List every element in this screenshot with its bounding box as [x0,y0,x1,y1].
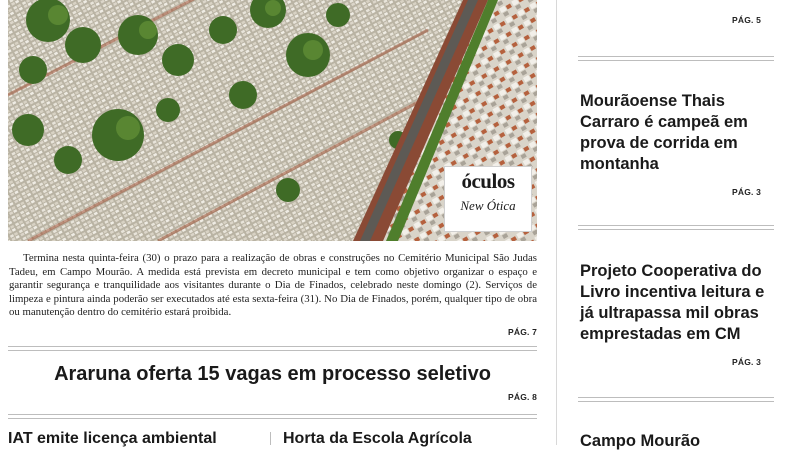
optica-advertisement[interactable] [444,166,532,232]
bottom-story-headline[interactable]: Horta da Escola Agrícola [283,430,472,447]
sidebar-headline-cooperativa[interactable]: Projeto Cooperativa do Livro incentiva leitura e já ultrapassa mil obras emprestadas em CM [580,262,765,343]
sidebar-divider [578,225,774,230]
main-story-page-ref: PÁG. 7 [508,327,538,337]
sidebar-page-ref: PÁG. 3 [732,357,762,367]
main-story-caption [9,252,537,320]
sidebar-divider [578,397,774,402]
sidebar-divider [578,56,774,61]
section-divider [8,346,537,351]
sidebar-headline-thais[interactable]: Mourãoense Thais Carraro é campeã em prova de corrida em montanha [580,92,748,173]
column-divider [270,432,271,445]
bottom-story-headline[interactable]: IAT emite licença ambiental [8,430,217,447]
ad-brand-text: óculos [461,169,515,193]
sidebar-headline-campo-mourao[interactable]: Campo Mourão [580,432,701,450]
cemetery-aerial-photo [8,0,537,241]
sidebar-border [556,0,557,445]
araruna-story-headline[interactable]: Araruna oferta 15 vagas em processo seletivo [54,363,491,385]
section-divider [8,414,537,419]
main-story-caption-text: Termina nesta quinta-feira (30) o prazo para a realização de obras e construções no Cemitério Municipal São Judas Tadeu, em Campo Mourão. A medida está prevista em decreto municipal e tem como objetivo organizar o espaço e garantir segurança e tranquilidade aos visitantes durante o Dia de Finados, celebrado neste domingo (2). Serviços de limpeza e pintura ainda poderão ser executados até esta sexta-feira (31). No Dia de Finados, porém, qualquer tipo de obra ou manutenção dentro do cemitério estará proibida. [9,252,537,319]
sidebar-top-page-ref: PÁG. 5 [732,15,762,25]
sidebar-page-ref: PÁG. 3 [732,187,762,197]
ad-subbrand-text: New Ótica [460,198,516,213]
araruna-story-page-ref: PÁG. 8 [508,392,538,402]
